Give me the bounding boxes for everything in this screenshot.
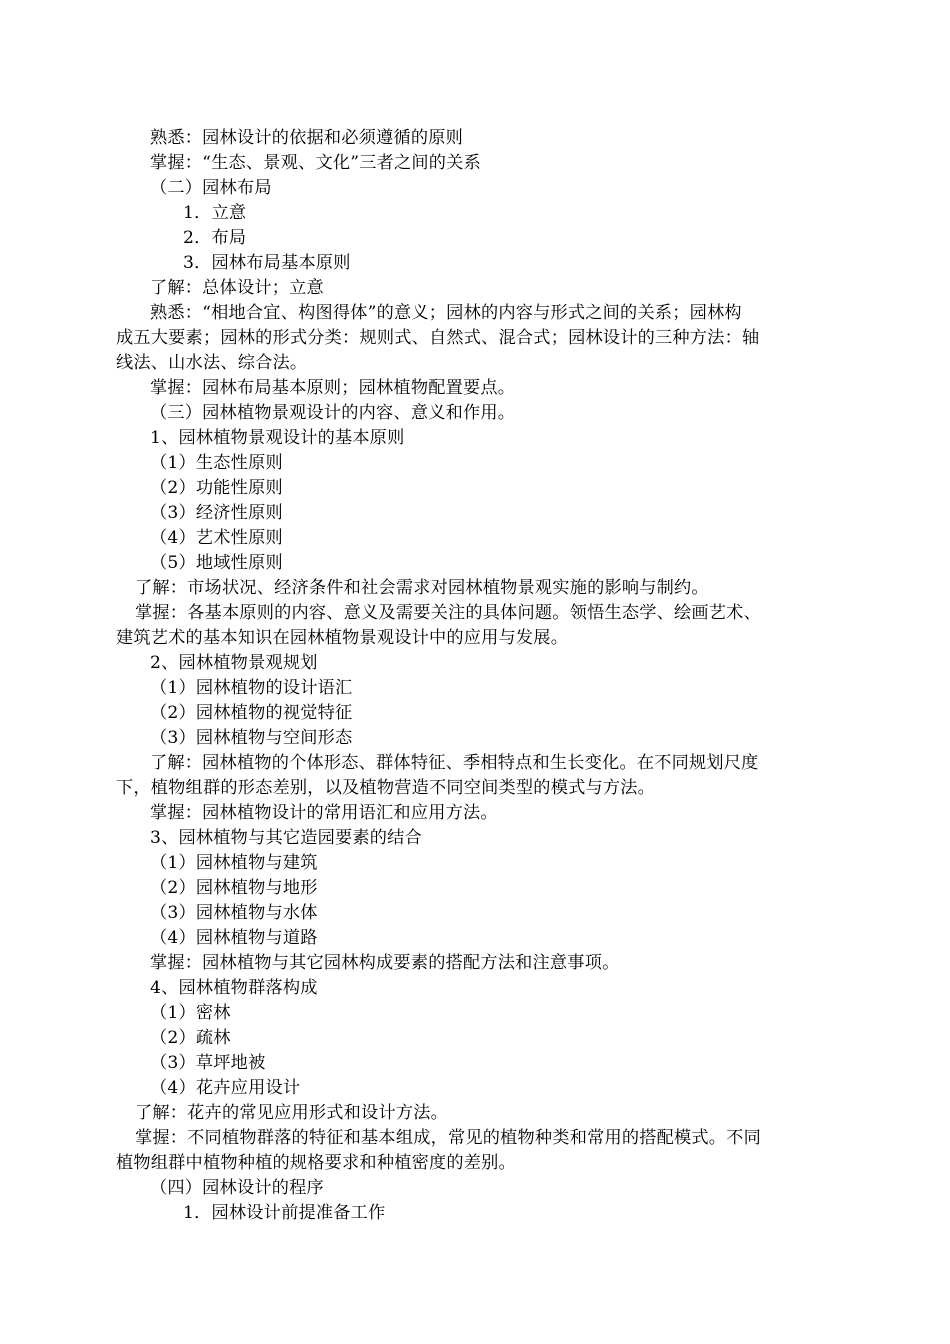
section-heading: （二）园林布局	[150, 178, 272, 198]
list-item: （2）园林植物的视觉特征	[150, 703, 353, 723]
list-item: （2）功能性原则	[150, 478, 283, 498]
list-item: （3）园林植物与空间形态	[150, 728, 353, 748]
list-item: 1．立意	[183, 203, 247, 223]
list-item: 3．园林布局基本原则	[183, 253, 351, 273]
subsection-heading: 4、园林植物群落构成	[150, 978, 318, 998]
subsection-heading: 2、园林植物景观规划	[150, 653, 318, 673]
list-item: 1．园林设计前提准备工作	[183, 1203, 386, 1223]
text-line: 植物组群中植物种植的规格要求和种植密度的差别。	[116, 1153, 516, 1173]
text-line: 下，植物组群的形态差别，以及植物营造不同空间类型的模式与方法。	[116, 778, 656, 798]
list-item: （2）园林植物与地形	[150, 878, 318, 898]
text-line: 线法、山水法、综合法。	[116, 353, 308, 373]
text-line: 了解：园林植物的个体形态、群体特征、季相特点和生长变化。在不同规划尺度	[150, 753, 759, 773]
list-item: （1）园林植物的设计语汇	[150, 678, 353, 698]
text-line: 掌握：“生态、景观、文化”三者之间的关系	[150, 153, 481, 173]
text-line: 了解：总体设计；立意	[150, 278, 324, 298]
text-line: 掌握：不同植物群落的特征和基本组成，常见的植物种类和常用的搭配模式。不同	[135, 1128, 761, 1148]
list-item: （3）经济性原则	[150, 503, 283, 523]
text-line: 了解：花卉的常见应用形式和设计方法。	[135, 1103, 448, 1123]
list-item: （3）草坪地被	[150, 1053, 266, 1073]
list-item: （1）生态性原则	[150, 453, 283, 473]
list-item: （4）艺术性原则	[150, 528, 283, 548]
list-item: （3）园林植物与水体	[150, 903, 318, 923]
subsection-heading: 3、园林植物与其它造园要素的结合	[150, 828, 422, 848]
text-line: 掌握：各基本原则的内容、意义及需要关注的具体问题。领悟生态学、绘画艺术、	[135, 603, 761, 623]
list-item: （4）园林植物与道路	[150, 928, 318, 948]
text-line: 熟悉：园林设计的依据和必须遵循的原则	[150, 128, 463, 148]
text-line: 掌握：园林植物设计的常用语汇和应用方法。	[150, 803, 498, 823]
list-item: （4）花卉应用设计	[150, 1078, 301, 1098]
list-item: （1）园林植物与建筑	[150, 853, 318, 873]
text-line: 熟悉：“相地合宜、构图得体”的意义；园林的内容与形式之间的关系；园林构	[150, 303, 742, 323]
list-item: （5）地域性原则	[150, 553, 283, 573]
text-line: 掌握：园林布局基本原则；园林植物配置要点。	[150, 378, 516, 398]
list-item: （1）密林	[150, 1003, 231, 1023]
text-line: 了解：市场状况、经济条件和社会需求对园林植物景观实施的影响与制约。	[135, 578, 709, 598]
section-heading: （三）园林植物景观设计的内容、意义和作用。	[150, 403, 516, 423]
text-line: 掌握：园林植物与其它园林构成要素的搭配方法和注意事项。	[150, 953, 620, 973]
list-item: 2．布局	[183, 228, 247, 248]
list-item: （2）疏林	[150, 1028, 231, 1048]
subsection-heading: 1、园林植物景观设计的基本原则	[150, 428, 405, 448]
text-line: 建筑艺术的基本知识在园林植物景观设计中的应用与发展。	[116, 628, 569, 648]
section-heading: （四）园林设计的程序	[150, 1178, 324, 1198]
text-line: 成五大要素；园林的形式分类：规则式、自然式、混合式；园林设计的三种方法：轴	[116, 328, 760, 348]
